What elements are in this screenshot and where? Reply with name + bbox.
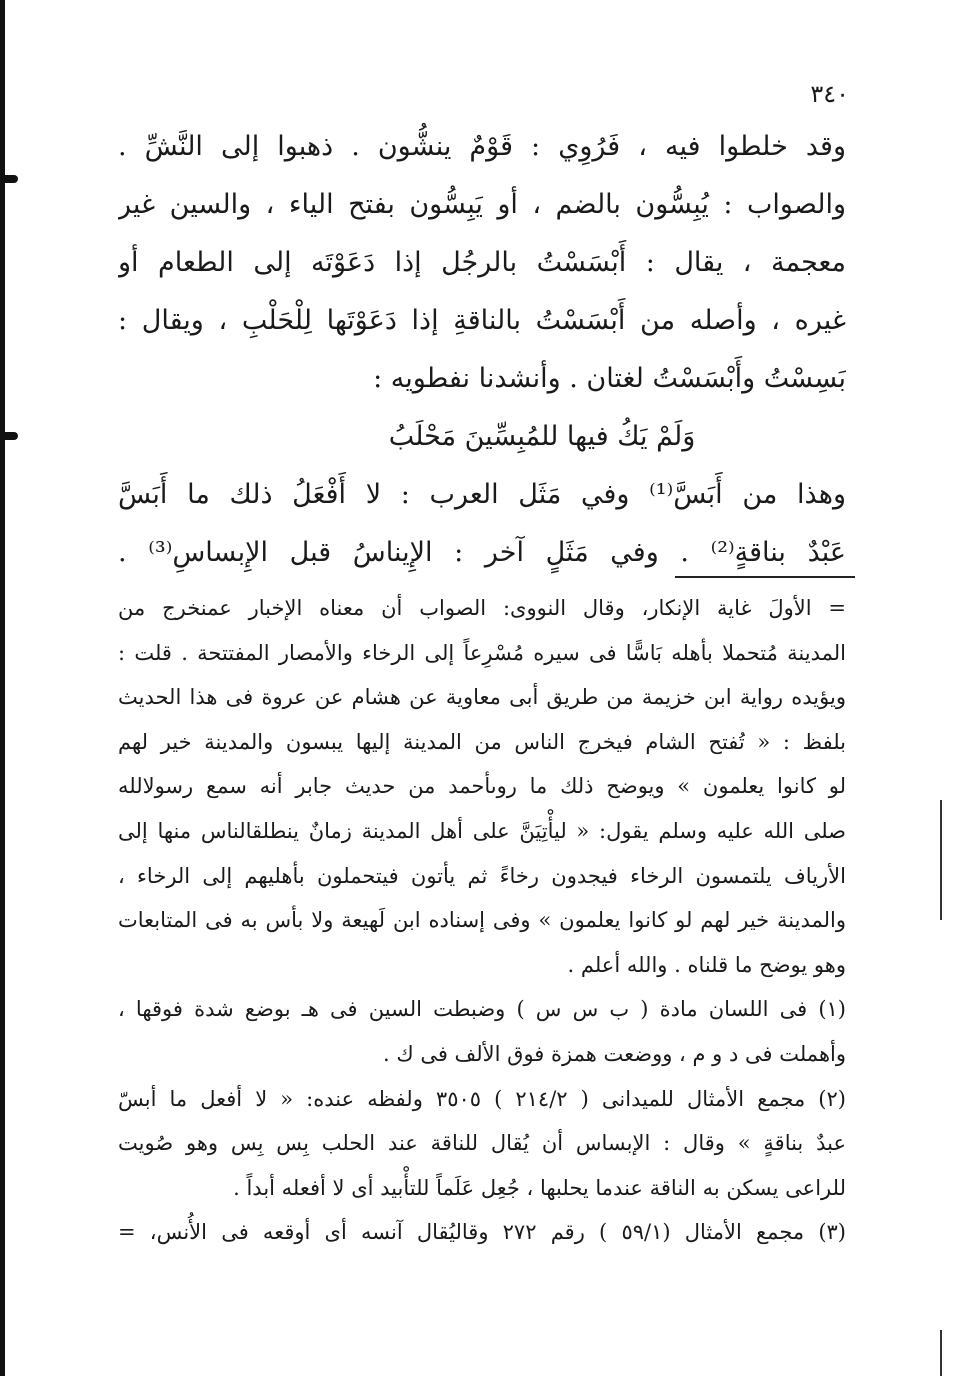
main-text-line: بَسِسْتُ وأَبْسَسْتُ لغتان . وأنشدنا نفطويه : — [373, 363, 846, 394]
footnote-line: لو كانوا يعلمون » ويوضح ذلك ما روىأحمد من حديث جابر أنه سمع رسولالله — [118, 774, 846, 799]
footnote-line: بلفظ : « تُفتح الشام فيخرج الناس من المدينة إليها يبسون والمدينة خير لهم — [118, 729, 846, 754]
page-right-edge-line — [940, 800, 942, 920]
page-number: ٣٤٠ — [810, 80, 849, 108]
main-text-line: غيره ، وأصله من أَبْسَسْتُ بالناقةِ إذا دَعَوْتَها لِلْحَلْبِ ، ويقال : — [118, 305, 846, 336]
footnote-line: صلى الله عليه وسلم يقول: « ليأْتِيَنَّ على أهل المدينة زمانٌ ينطلقالناس منها إلى — [118, 818, 846, 843]
main-text-line: معجمة ، يقال : أَبْسَسْتُ بالرجُل إذا دَعَوْتَه إلى الطعام أو — [118, 247, 846, 278]
footnote-line: المدينة مُتحملا بأهله بَاسًّا فى سيره مُسْرِعاً إلى الرخاء والأمصار المفتتحة . قلت : — [118, 640, 846, 665]
footnote-line: ويؤيده رواية ابن خزيمة من طريق أبى معاوية عن هشام عن عروة فى هذا الحديث — [118, 685, 846, 710]
footnote-line: (٢) مجمع الأمثال للميدانى ( ٢١٤/٢ ) ٣٥٠٥ ولفظه عنده: « لا أفعل ما أبسّ — [118, 1086, 846, 1111]
footnote-line: للراعى يسكن به الناقة عندما يحلبها ، جُعِل عَلَماً للتأْبيد أى لا أفعله أبداً . — [233, 1175, 846, 1200]
page-edge-mark — [0, 432, 18, 440]
footnotes — [118, 586, 846, 1255]
footnote-line: وأهملت فى د و م ، ووضعت همزة فوق الألف فى ك . — [382, 1041, 846, 1066]
footnote-line: (١) فى اللسان مادة ( ب س س ) وضبطت السين فى هـ بوضع شدة فوقها ، — [118, 997, 846, 1022]
footnote-line: وهو يوضح ما قلناه . والله أعلم . — [567, 952, 846, 977]
poetry-verse: وَلَمْ يَكُ فيها للمُبِسِّينَ مَحْلَبُ — [388, 421, 696, 452]
footnote-line: (٣) مجمع الأمثال (٥٩/١ ) رقم ٢٧٢ وقاليُقال آنسه أى أوقعه فى الأُنس، = — [118, 1220, 846, 1245]
footnote-separator — [675, 576, 855, 578]
page-edge-mark — [0, 175, 18, 183]
footnote-line: الأرياف يلتمسون الرخاء فيجدون رخاءً ثم يأتون فيتحملون بأهليهم إلى الرخاء ، — [118, 863, 846, 888]
page-right-edge-line — [940, 1330, 942, 1376]
main-text — [118, 118, 846, 582]
main-text-line: عَبْدٌ بناقةٍ⁽²⁾ . وفي مَثَلٍ آخر : الإِيناسُ قبل الإِبساسِ⁽³⁾ . — [118, 537, 846, 568]
footnote-line: عبدٌ بناقةٍ » وقال : الإبساس أن يُقال للناقة عند الحلب بِس بِس وهو صُويت — [118, 1131, 846, 1156]
main-text-line: وقد خلطوا فيه ، فَرُوِي : قَوْمٌ ينشُّون . ذهبوا إلى النَّشِّ . — [118, 131, 846, 162]
footnote-line: والمدينة خير لهم لو كانوا يعلمون » وفى إسناده ابن لَهيعة ولا بأس به فى المتابعات — [118, 908, 846, 933]
main-text-line: وهذا من أَبَسَّ⁽¹⁾ وفي مَثَل العرب : لا أَفْعَلُ ذلك ما أَبَسَّ — [118, 479, 846, 510]
footnote-line: = الأولَ غاية الإنكار، وقال النووى: الصواب أن معناه الإخبار عمنخرج من — [118, 596, 846, 620]
main-text-line: والصواب : يُبِسُّون بالضم ، أو يَبِسُّون بفتح الياء ، والسين غير — [118, 189, 846, 220]
page-left-edge — [0, 0, 5, 1376]
